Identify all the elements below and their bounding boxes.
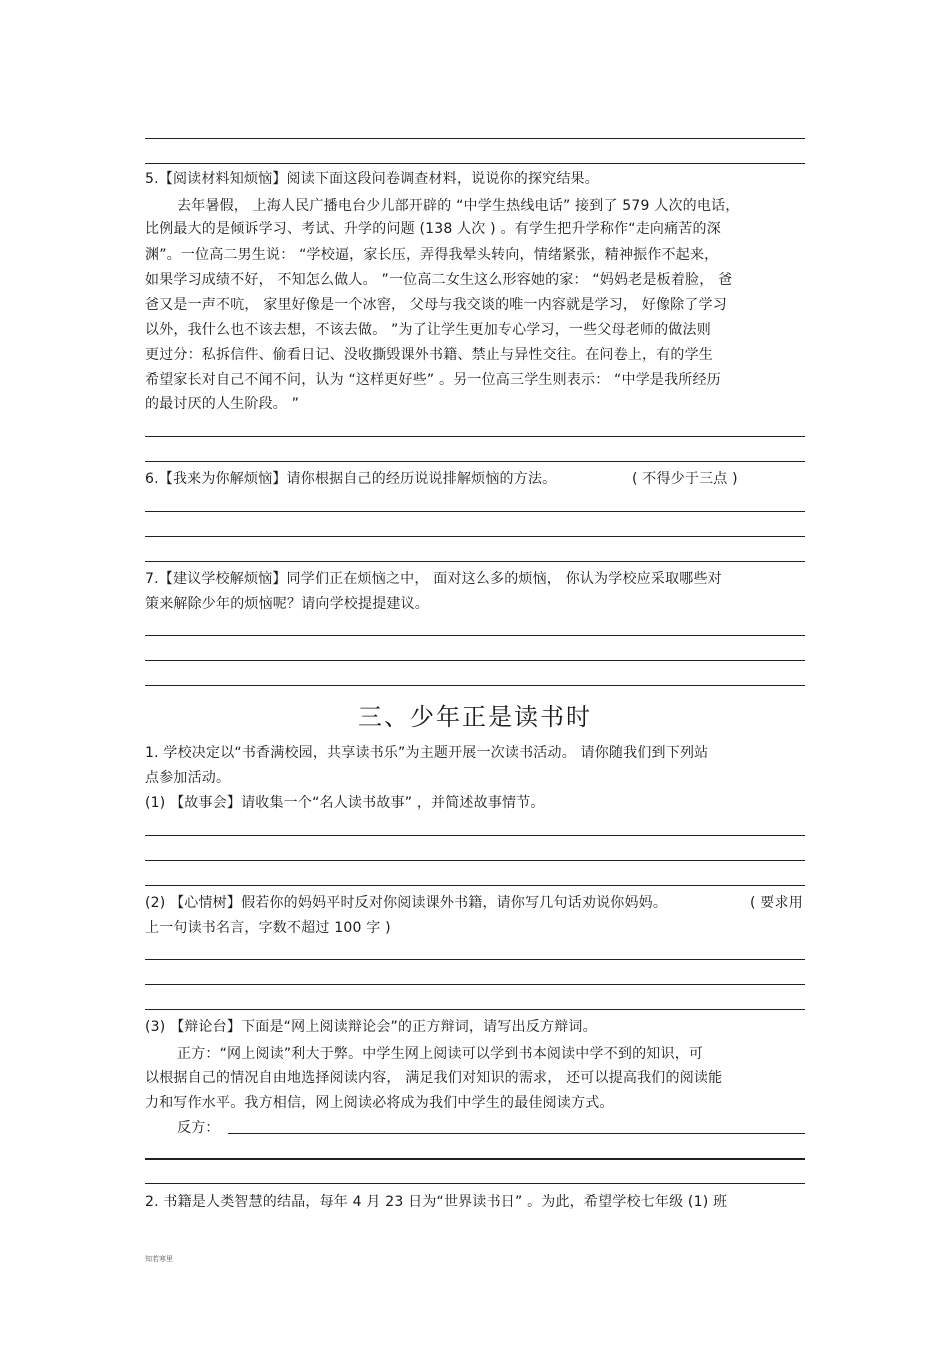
answer-line[interactable] <box>145 461 805 462</box>
answer-line[interactable] <box>145 885 805 886</box>
s3-q1-line: 1. 学校决定以“书香满校园，共享读书乐”为主题开展一次读书活动。 请你随我们到下列站 <box>145 745 709 761</box>
answer-line[interactable] <box>145 163 805 164</box>
q5-line: 渊”。一位高二男生说： “学校逼，家长压，弄得我晕头转向，情绪紧张，精神振作不起来， <box>145 247 719 263</box>
zheng-line: 力和写作水平。我方相信，网上阅读必将成为我们中学生的最佳阅读方式。 <box>145 1095 614 1111</box>
answer-line[interactable] <box>145 1183 805 1184</box>
fan-label: 反方： <box>177 1120 220 1136</box>
s3-part2: (2) 【心情树】假若你的妈妈平时反对你阅读课外书籍，请你写几句话劝说你妈妈。 <box>145 895 668 911</box>
footer-text: 知若寒里 <box>145 1255 173 1263</box>
q5-line: 的最讨厌的人生阶段。 ” <box>145 396 300 412</box>
s3-part1: (1) 【故事会】请收集一个“名人读书故事” ，并简述故事情节。 <box>145 795 545 811</box>
zheng-line: 以根据自己的情况自由地选择阅读内容， 满足我们对知识的需求， 还可以提高我们的阅读能 <box>145 1070 723 1086</box>
q6-note: ( 不得少于三点 ) <box>632 471 738 487</box>
s3-part3: (3) 【辩论台】下面是“网上阅读辩论会”的正方辩词，请写出反方辩词。 <box>145 1019 597 1035</box>
q5-line: 比例最大的是倾诉学习、考试、升学的问题 (138 人次 ) 。有学生把升学称作“走向痛苦的深 <box>145 221 721 237</box>
answer-line[interactable] <box>145 1009 805 1010</box>
answer-line[interactable] <box>145 635 805 636</box>
answer-line[interactable] <box>145 860 805 861</box>
answer-line[interactable] <box>145 685 805 686</box>
q7-line: 7.【建议学校解烦恼】同学们正在烦恼之中， 面对这么多的烦恼， 你认为学校应采取哪些对 <box>145 571 722 587</box>
answer-line[interactable] <box>145 536 805 537</box>
s3-q2-line: 2. 书籍是人类智慧的结晶，每年 4 月 23 日为“世界读书日” 。为此，希望学校七年级 (1) 班 <box>145 1194 728 1210</box>
q5-line: 以外，我什么也不该去想，不该去做。 ”为了让学生更加专心学习，一些父母老师的做法则 <box>145 322 711 338</box>
s3-part2-line2: 上一句读书名言，字数不超过 100 字 ) <box>145 920 391 936</box>
answer-line[interactable] <box>145 835 805 836</box>
answer-line[interactable] <box>145 660 805 661</box>
answer-line[interactable] <box>145 1158 805 1160</box>
q5-line: 去年暑假， 上海人民广播电台少儿部开辟的 “中学生热线电话” 接到了 579 人次的电话， <box>177 198 740 214</box>
answer-line[interactable] <box>145 959 805 960</box>
answer-line[interactable] <box>145 561 805 562</box>
q7-line: 策来解除少年的烦恼呢？请向学校提提建议。 <box>145 596 429 612</box>
answer-line[interactable] <box>145 984 805 985</box>
q5-line: 更过分：私拆信件、偷看日记、没收撕毁课外书籍、禁止与异性交往。在问卷上，有的学生 <box>145 347 713 363</box>
answer-line[interactable] <box>145 436 805 437</box>
section-heading: 三、少年正是读书时 <box>358 703 592 731</box>
q6-title: 6.【我来为你解烦恼】请你根据自己的经历说说排解烦恼的方法。 <box>145 471 557 487</box>
fan-answer-line[interactable] <box>228 1133 805 1134</box>
s3-q1-line: 点参加活动。 <box>145 770 231 786</box>
q5-line: 爸又是一声不吭， 家里好像是一个冰窖， 父母与我交谈的唯一内容就是学习， 好像除了学习 <box>145 297 727 313</box>
q5-line: 如果学习成绩不好， 不知怎么做人。 ”一位高二女生这么形容她的家： “妈妈老是板着脸， 爸 <box>145 272 733 288</box>
answer-line[interactable] <box>145 138 805 139</box>
q5-title: 5.【阅读材料知烦恼】阅读下面这段问卷调查材料，说说你的探究结果。 <box>145 171 599 187</box>
s3-part2-note: ( 要求用 <box>750 895 803 911</box>
zheng-line: 正方：“网上阅读”利大于弊。中学生网上阅读可以学到书本阅读中学不到的知识，可 <box>177 1046 704 1062</box>
answer-line[interactable] <box>145 511 805 512</box>
q5-line: 希望家长对自己不闻不问，认为 “这样更好些” 。另一位高三学生则表示： “中学是我所经历 <box>145 372 721 388</box>
